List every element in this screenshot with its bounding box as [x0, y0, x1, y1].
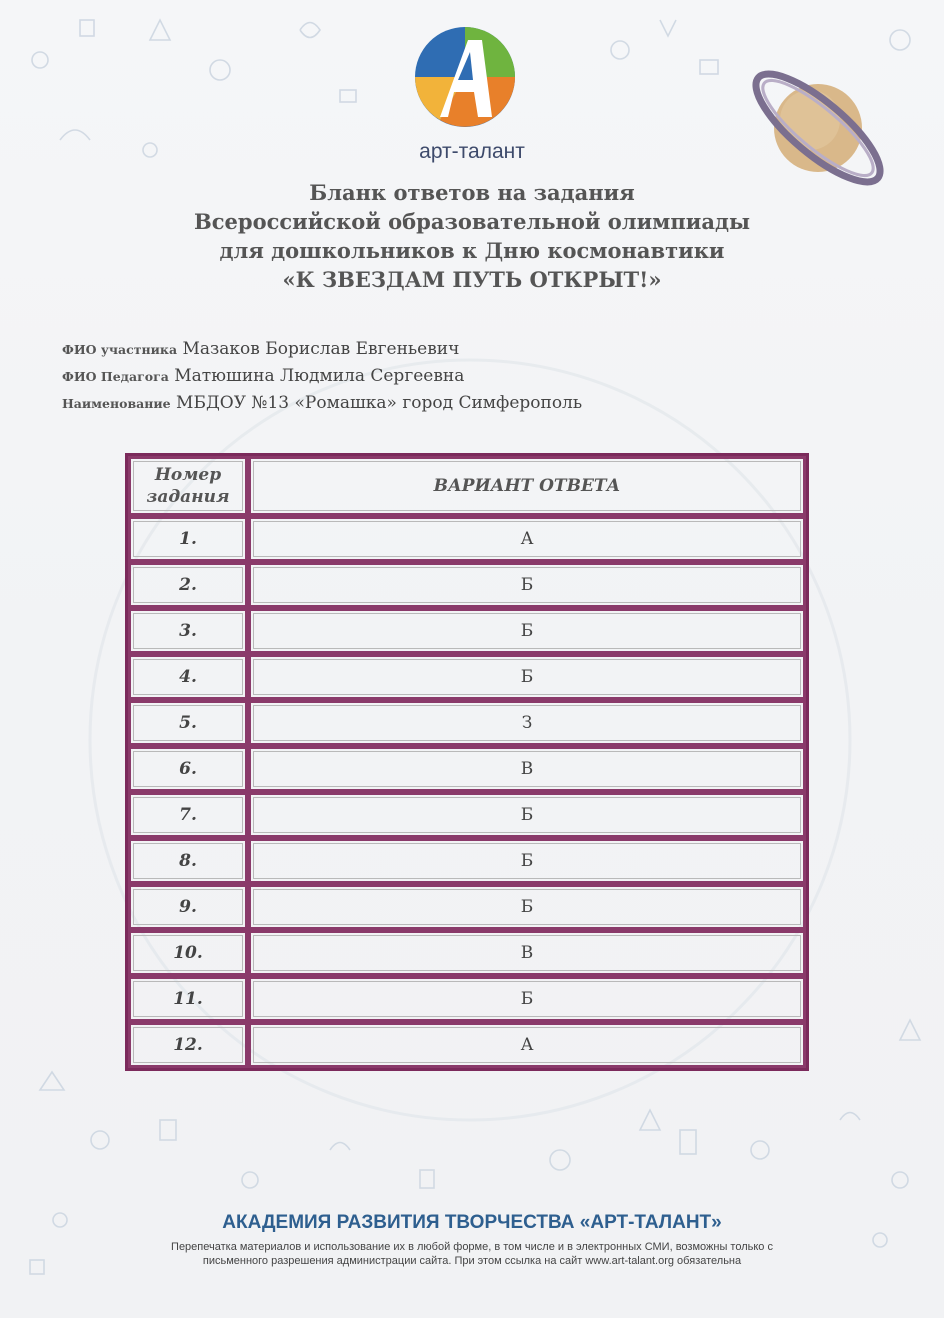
task-number: 6.: [128, 746, 248, 792]
task-number: 11.: [128, 976, 248, 1022]
column-header-number: [128, 456, 248, 516]
participant-row: [62, 336, 582, 363]
sheet-heading: [0, 178, 944, 294]
art-talant-logo: [410, 22, 520, 132]
table-row: [128, 976, 806, 1022]
teacher-label: ФИО Педагога: [62, 369, 169, 384]
answer-cell: Б: [248, 608, 806, 654]
task-number: 9.: [128, 884, 248, 930]
task-number: 4.: [128, 654, 248, 700]
answer-cell: З: [248, 700, 806, 746]
organization-row: [62, 390, 582, 417]
answer-cell: В: [248, 930, 806, 976]
teacher-value: Матюшина Людмила Сергеевна: [174, 366, 465, 386]
footer-copyright-note: [90, 1240, 854, 1268]
table-row: [128, 1022, 806, 1068]
table-row: [128, 930, 806, 976]
heading-line-4: «К ЗВЕЗДАМ ПУТЬ ОТКРЫТ!»: [282, 267, 662, 292]
table-row: [128, 654, 806, 700]
participant-label: ФИО участника: [62, 342, 178, 357]
table-header-row: [128, 456, 806, 516]
brand-name: арт-талант: [419, 140, 525, 163]
answer-cell: Б: [248, 884, 806, 930]
organization-label: Наименование: [62, 396, 171, 411]
task-number: 10.: [128, 930, 248, 976]
participant-value: Мазаков Борислав Евгеньевич: [182, 339, 460, 359]
task-number: 12.: [128, 1022, 248, 1068]
answer-cell: Б: [248, 838, 806, 884]
teacher-row: [62, 363, 582, 390]
organization-value: МБДОУ №13 «Ромашка» город Симферополь: [176, 393, 583, 413]
answer-cell: А: [248, 1022, 806, 1068]
task-number: 2.: [128, 562, 248, 608]
answer-cell: Б: [248, 562, 806, 608]
footer-title: АКАДЕМИЯ РАЗВИТИЯ ТВОРЧЕСТВА «АРТ-ТАЛАНТ»: [222, 1212, 722, 1233]
heading-line-3: для дошкольников к Дню космонавтики: [219, 238, 725, 263]
answer-cell: В: [248, 746, 806, 792]
table-row: [128, 700, 806, 746]
task-number: 3.: [128, 608, 248, 654]
answer-cell: Б: [248, 654, 806, 700]
footer-note-line-1: Перепечатка материалов и использование их в любой форме, в том числе и в электронных СМИ, возможны только с: [171, 1241, 773, 1253]
table-row: [128, 884, 806, 930]
column-header-answer: ВАРИАНТ ОТВЕТА: [248, 456, 806, 516]
task-number: 1.: [128, 516, 248, 562]
participant-info: [62, 336, 582, 417]
table-row: [128, 746, 806, 792]
heading-line-1: Бланк ответов на задания: [309, 180, 635, 205]
column-header-number-line2: задания: [146, 487, 230, 507]
table-row: [128, 608, 806, 654]
table-row: [128, 792, 806, 838]
column-header-number-line1: Номер: [154, 465, 222, 485]
table-row: [128, 516, 806, 562]
table-row: [128, 838, 806, 884]
heading-line-2: Всероссийской образовательной олимпиады: [194, 209, 750, 234]
table-row: [128, 562, 806, 608]
task-number: 5.: [128, 700, 248, 746]
task-number: 8.: [128, 838, 248, 884]
answer-cell: А: [248, 516, 806, 562]
answer-cell: Б: [248, 976, 806, 1022]
answer-cell: Б: [248, 792, 806, 838]
task-number: 7.: [128, 792, 248, 838]
answers-table-wrapper: [125, 453, 809, 1053]
footer-note-line-2: письменного разрешения администрации сайта. При этом ссылка на сайт www.art-talant.org обязательна: [202, 1255, 742, 1267]
answers-table: [125, 453, 809, 1071]
